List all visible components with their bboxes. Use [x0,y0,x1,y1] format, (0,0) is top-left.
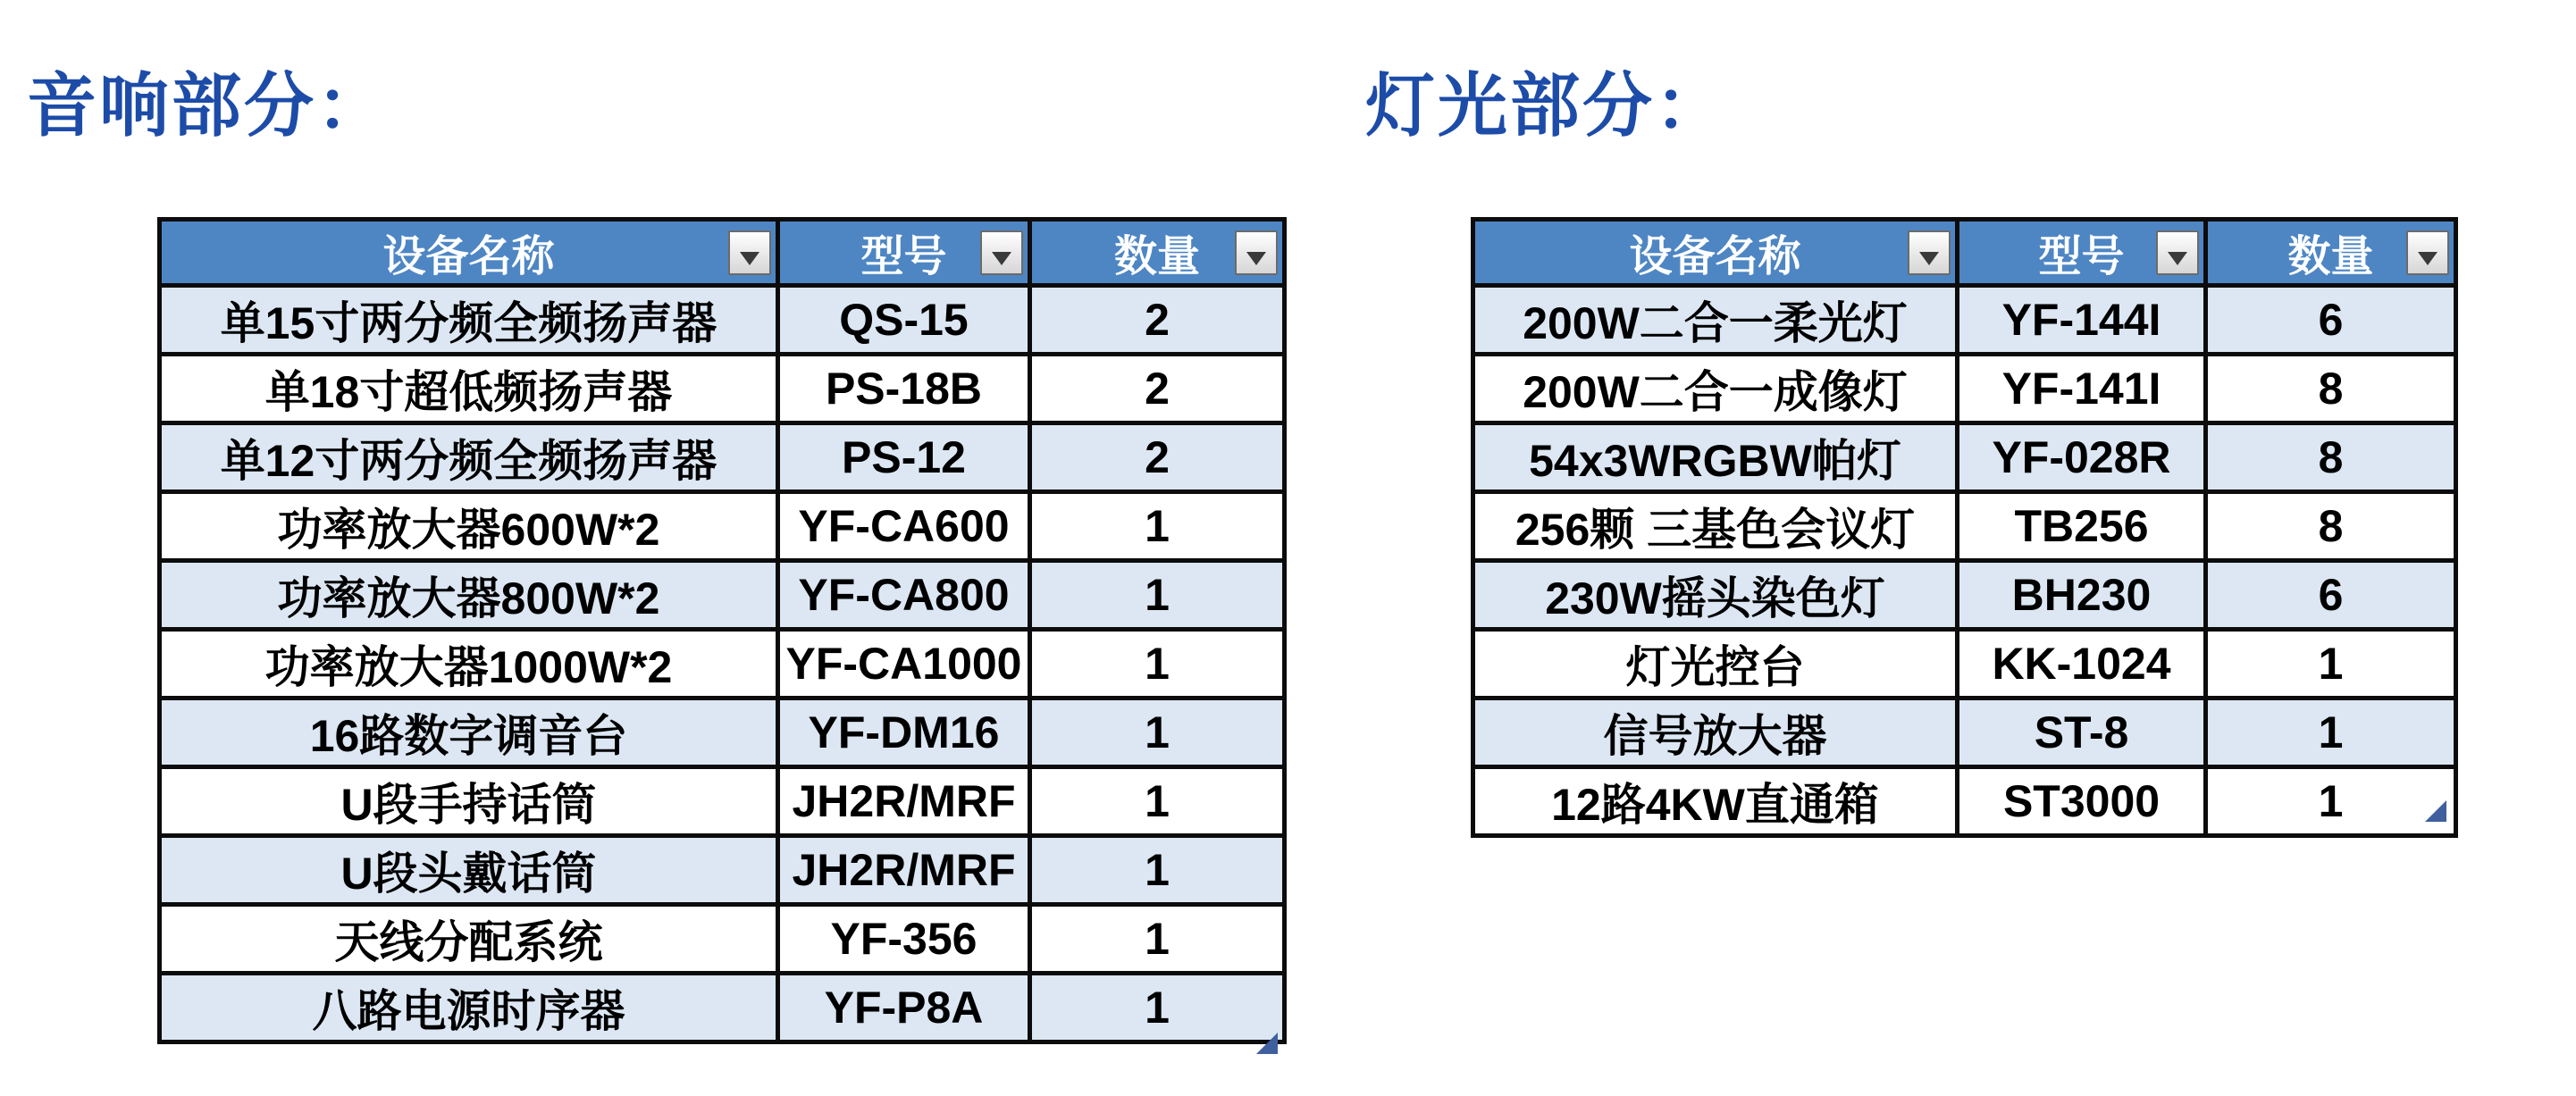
filter-button[interactable] [728,230,771,275]
cell-qty[interactable]: 1 [1030,699,1285,767]
header-label: 数量 [2287,233,2374,280]
header-label: 型号 [2038,233,2125,280]
filter-button[interactable] [980,230,1023,275]
lighting-header-model[interactable] [1958,220,2206,286]
cell-model[interactable]: JH2R/MRF [778,767,1030,836]
cell-model[interactable]: ST-8 [1958,699,2206,767]
cell-model[interactable]: YF-P8A [778,974,1030,1042]
cell-name[interactable]: U段头戴话筒 [160,836,778,905]
filter-dropdown-icon [992,252,1011,265]
cell-qty[interactable]: 2 [1030,423,1285,492]
audio-section-title: 音响部分： [27,66,390,145]
audio-equipment-table [157,217,1287,1044]
table-row [1473,355,2456,423]
table-corner-handle-icon[interactable] [2425,800,2446,822]
cell-model[interactable]: YF-028R [1958,423,2206,492]
cell-name[interactable]: 功率放大器1000W*2 [160,630,778,699]
cell-model[interactable]: PS-18B [778,355,1030,423]
header-label: 设备名称 [382,233,555,280]
filter-dropdown-icon [740,252,759,265]
cell-name[interactable]: 12路4KW直通箱 [1473,767,1958,836]
cell-model[interactable]: YF-CA800 [778,561,1030,630]
lighting-header-row [1473,220,2456,286]
table-row [160,630,1285,699]
table-row [1473,423,2456,492]
cell-name[interactable]: 230W摇头染色灯 [1473,561,1958,630]
table-row [1473,767,2456,836]
cell-model[interactable]: TB256 [1958,492,2206,561]
cell-name[interactable]: 16路数字调音台 [160,699,778,767]
table-row [1473,492,2456,561]
cell-qty[interactable]: 1 [1030,905,1285,974]
cell-model[interactable]: YF-CA1000 [778,630,1030,699]
audio-header-model[interactable] [778,220,1030,286]
cell-name[interactable]: 54x3WRGBW帕灯 [1473,423,1958,492]
table-row [1473,630,2456,699]
cell-qty[interactable]: 8 [2206,355,2456,423]
cell-qty[interactable]: 8 [2206,492,2456,561]
cell-name[interactable]: 单12寸两分频全频扬声器 [160,423,778,492]
cell-model[interactable]: YF-144I [1958,286,2206,355]
table-row [160,767,1285,836]
audio-header-row [160,220,1285,286]
table-corner-handle-icon[interactable] [1256,1033,1278,1054]
table-row [160,974,1285,1042]
cell-model[interactable]: JH2R/MRF [778,836,1030,905]
cell-qty[interactable]: 8 [2206,423,2456,492]
filter-button[interactable] [1235,230,1278,275]
table-row [160,699,1285,767]
cell-name[interactable]: 八路电源时序器 [160,974,778,1042]
audio-header-device-name[interactable] [160,220,778,286]
cell-name[interactable]: 灯光控台 [1473,630,1958,699]
cell-name[interactable]: 256颗 三基色会议灯 [1473,492,1958,561]
header-label: 型号 [860,233,947,280]
cell-qty[interactable]: 6 [2206,286,2456,355]
lighting-section-title: 灯光部分： [1365,66,1728,145]
table-row [160,492,1285,561]
cell-name[interactable]: 200W二合一成像灯 [1473,355,1958,423]
table-row [160,836,1285,905]
cell-qty[interactable]: 1 [1030,561,1285,630]
cell-model[interactable]: QS-15 [778,286,1030,355]
header-label: 数量 [1113,233,1200,280]
table-row [1473,561,2456,630]
cell-qty[interactable]: 2 [1030,355,1285,423]
filter-dropdown-icon [2418,252,2438,265]
cell-model[interactable]: YF-CA600 [778,492,1030,561]
cell-qty[interactable]: 1 [2206,699,2456,767]
lighting-header-device-name[interactable] [1473,220,1958,286]
cell-name[interactable]: 天线分配系统 [160,905,778,974]
table-row [1473,286,2456,355]
filter-button[interactable] [2406,230,2449,275]
cell-qty[interactable]: 1 [1030,767,1285,836]
table-row [160,423,1285,492]
cell-qty[interactable]: 6 [2206,561,2456,630]
cell-model[interactable]: KK-1024 [1958,630,2206,699]
cell-name[interactable]: 200W二合一柔光灯 [1473,286,1958,355]
table-row [160,355,1285,423]
cell-qty[interactable]: 1 [1030,836,1285,905]
cell-model[interactable]: BH230 [1958,561,2206,630]
filter-dropdown-icon [2168,252,2187,265]
cell-model[interactable]: PS-12 [778,423,1030,492]
cell-model[interactable]: YF-356 [778,905,1030,974]
cell-model[interactable]: YF-141I [1958,355,2206,423]
table-row [1473,699,2456,767]
cell-qty[interactable]: 1 [1030,974,1285,1042]
cell-name[interactable]: 信号放大器 [1473,699,1958,767]
cell-model[interactable]: YF-DM16 [778,699,1030,767]
filter-button[interactable] [1908,230,1951,275]
cell-qty[interactable]: 1 [2206,630,2456,699]
cell-name[interactable]: 功率放大器800W*2 [160,561,778,630]
cell-name[interactable]: U段手持话筒 [160,767,778,836]
audio-header-quantity[interactable] [1030,220,1285,286]
filter-button[interactable] [2156,230,2199,275]
lighting-equipment-table [1471,217,2458,838]
cell-qty[interactable]: 2 [1030,286,1285,355]
filter-dropdown-icon [1246,252,1266,265]
cell-qty[interactable]: 1 [1030,630,1285,699]
cell-model[interactable]: ST3000 [1958,767,2206,836]
lighting-header-quantity[interactable] [2206,220,2456,286]
table-row [160,561,1285,630]
cell-name[interactable]: 功率放大器600W*2 [160,492,778,561]
filter-dropdown-icon [1919,252,1939,265]
cell-name[interactable]: 单18寸超低频扬声器 [160,355,778,423]
cell-qty[interactable]: 1 [1030,492,1285,561]
cell-name[interactable]: 单15寸两分频全频扬声器 [160,286,778,355]
table-row [160,286,1285,355]
table-row [160,905,1285,974]
header-label: 设备名称 [1629,233,1801,280]
cell-qty[interactable]: 1 [2206,767,2456,836]
